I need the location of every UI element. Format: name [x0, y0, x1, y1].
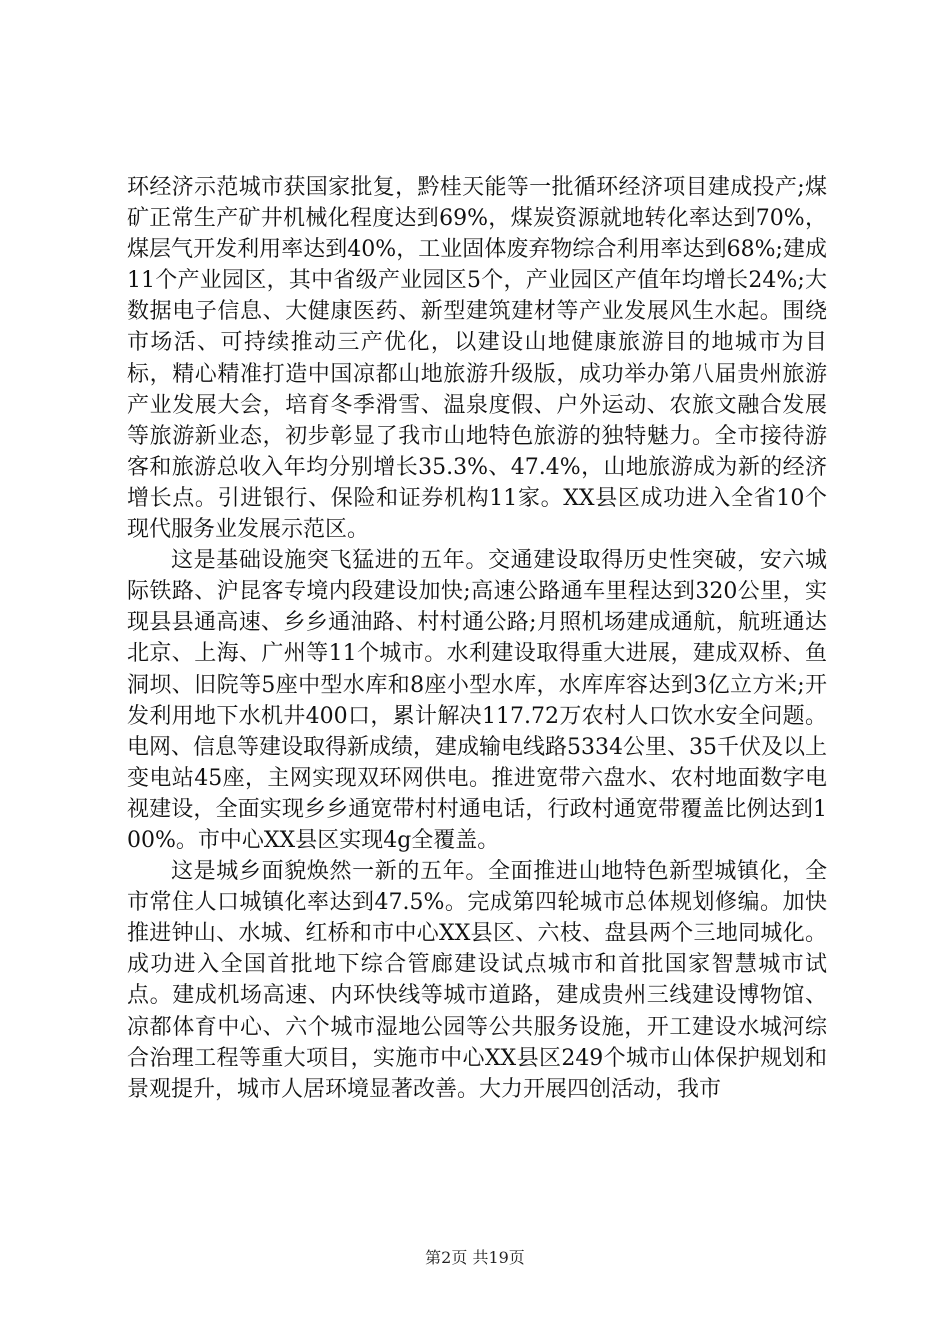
paragraph-3: 这是城乡面貌焕然一新的五年。全面推进山地特色新型城镇化，全市常住人口城镇化率达到47.5%。完成第四轮城市总体规划修编。加快推进钟山、水城、红桥和市中心XX县区、六枝、盘县两个三地同城化。成功进入全国首批地下综合管廊建设试点城市和首批国家智慧城市试点。建成机场高速、内环快线等城市道路，建成贵州三线建设博物馆、凉都体育中心、六个城市湿地公园等公共服务设施，开工建设水城河综合治理工程等重大项目，实施市中心XX县区249个城市山体保护规划和景观提升，城市人居环境显著改善。大力开展四创活动，我市 [127, 859, 827, 1102]
paragraph-1: 环经济示范城市获国家批复，黔桂天能等一批循环经济项目建成投产;煤矿正常生产矿井机械化程度达到69%，煤炭资源就地转化率达到70%，煤层气开发利用率达到40%，工业固体废弃物综合利用率达到68%;建成11个产业园区，其中省级产业园区5个，产业园区产值年均增长24%;大数据电子信息、大健康医药、新型建筑建材等产业发展风生水起。围绕市场活、可持续推动三产优化，以建设山地健康旅游目的地城市为目标，精心精准打造中国凉都山地旅游升级版，成功举办第八届贵州旅游产业发展大会，培育冬季滑雪、温泉度假、户外运动、农旅文融合发展等旅游新业态，初步彰显了我市山地特色旅游的独特魅力。全市接待游客和旅游总收入年均分别增长35.3%、47.4%，山地旅游成为新的经济增长点。引进银行、保险和证券机构11家。XX县区成功进入全省10个现代服务业发展示范区。 [127, 175, 827, 543]
body-text [127, 172, 827, 1105]
paragraph-2: 这是基础设施突飞猛进的五年。交通建设取得历史性突破，安六城际铁路、沪昆客专境内段建设加快;高速公路通车里程达到320公里，实现县县通高速、乡乡通油路、村村通公路;月照机场建成通航，航班通达北京、上海、广州等11个城市。水利建设取得重大进展，建成双桥、鱼洞坝、旧院等5座中型水库和8座小型水库，水库库容达到3亿立方米;开发利用地下水机井400口，累计解决117.72万农村人口饮水安全问题。电网、信息等建设取得新成绩，建成输电线路5334公里、35千伏及以上变电站45座，主网实现双环网供电。推进宽带六盘水、农村地面数字电视建设，全面实现乡乡通宽带村村通电话，行政村通宽带覆盖比例达到100%。市中心XX县区实现4g全覆盖。 [127, 548, 827, 853]
page-footer: 第2页 共19页 [425, 1248, 525, 1267]
